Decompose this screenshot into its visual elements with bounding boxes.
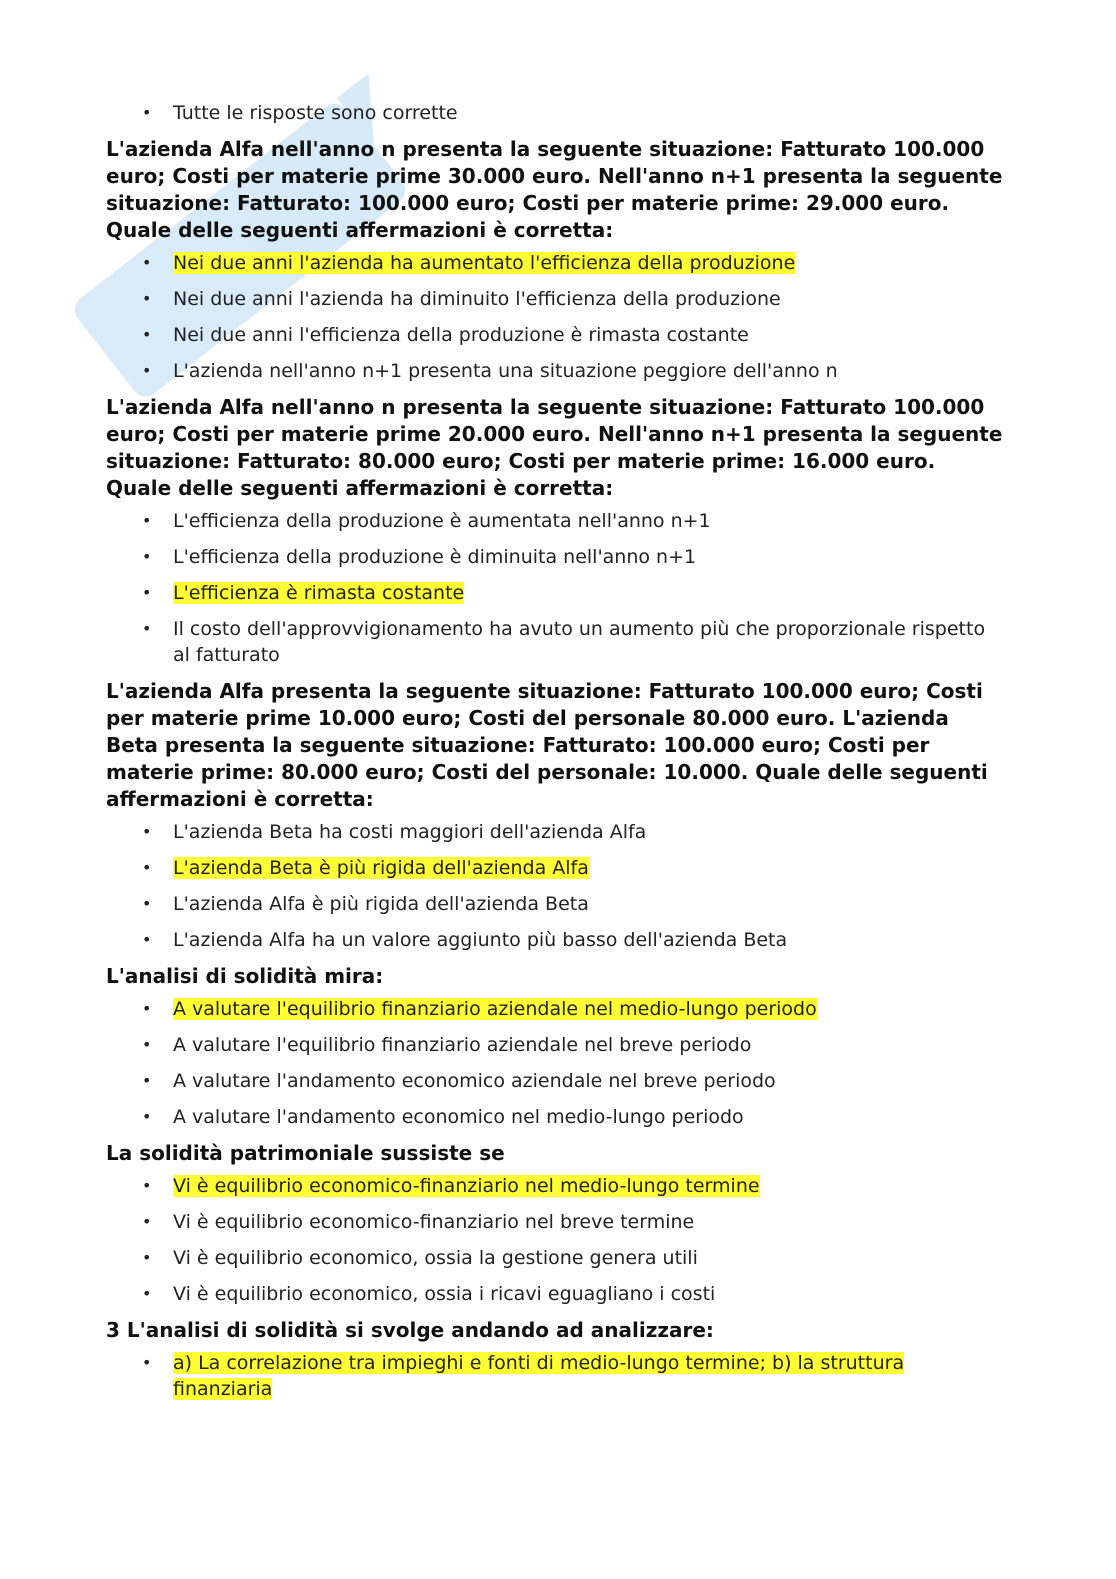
bullet-icon: • xyxy=(142,858,152,877)
answer-item xyxy=(106,927,1006,953)
bullet-icon: • xyxy=(142,1353,152,1372)
bullet-icon: • xyxy=(142,325,152,344)
bullet-icon: • xyxy=(142,361,152,380)
answer-item xyxy=(106,508,1006,534)
answer-text: Nei due anni l'azienda ha diminuito l'efficienza della produzione xyxy=(173,288,781,310)
answer-text: L'azienda Alfa ha un valore aggiunto più basso dell'azienda Beta xyxy=(173,929,788,951)
answer-item xyxy=(106,100,1006,126)
answer-text: L'azienda Alfa è più rigida dell'azienda Beta xyxy=(173,893,589,915)
answer-list xyxy=(106,250,1006,384)
answer-text: A valutare l'andamento economico aziendale nel breve periodo xyxy=(173,1070,776,1092)
answer-text: L'azienda Beta ha costi maggiori dell'azienda Alfa xyxy=(173,821,647,843)
bullet-icon: • xyxy=(142,547,152,566)
bullet-icon: • xyxy=(142,1212,152,1231)
question-text: L'analisi di solidità mira: xyxy=(106,964,384,988)
answer-item xyxy=(106,996,1006,1022)
question-block xyxy=(106,678,1006,953)
answer-text: Vi è equilibrio economico, ossia i ricavi eguagliano i costi xyxy=(173,1283,716,1305)
question-block xyxy=(106,963,1006,1130)
answer-item xyxy=(106,1350,1006,1402)
bullet-icon: • xyxy=(142,930,152,949)
bullet-icon: • xyxy=(142,1284,152,1303)
answer-item xyxy=(106,358,1006,384)
answer-item xyxy=(106,1104,1006,1130)
bullet-icon: • xyxy=(142,1176,152,1195)
bullet-icon: • xyxy=(142,1035,152,1054)
question-text: La solidità patrimoniale sussiste se xyxy=(106,1141,505,1165)
answer-item xyxy=(106,250,1006,276)
question-text: 3 L'analisi di solidità si svolge andando ad analizzare: xyxy=(106,1318,714,1342)
correct-answer-text: Vi è equilibrio economico-finanziario nel medio-lungo termine xyxy=(173,1175,760,1197)
bullet-icon: • xyxy=(142,1071,152,1090)
answer-text: L'efficienza della produzione è aumentata nell'anno n+1 xyxy=(173,510,711,532)
bullet-icon: • xyxy=(142,103,152,122)
answer-item xyxy=(106,322,1006,348)
document-page xyxy=(106,100,1006,1412)
bullet-icon: • xyxy=(142,583,152,602)
bullet-icon: • xyxy=(142,1248,152,1267)
answer-item xyxy=(106,544,1006,570)
answer-text: A valutare l'equilibrio finanziario aziendale nel breve periodo xyxy=(173,1034,752,1056)
answer-text: Vi è equilibrio economico, ossia la gestione genera utili xyxy=(173,1247,698,1269)
answer-list xyxy=(106,1173,1006,1307)
answer-list xyxy=(106,508,1006,668)
answer-item xyxy=(106,616,1006,668)
question-text: L'azienda Alfa nell'anno n presenta la seguente situazione: Fatturato 100.000 euro; Costi per materie prime 30.000 euro. Nell'anno n+1 presenta la seguente situazione: Fatturato: 100.000 euro; Costi per materie prime: 29.000 euro. Quale delle seguenti affermazioni è corretta: xyxy=(106,137,1003,242)
answer-text: Nei due anni l'efficienza della produzione è rimasta costante xyxy=(173,324,749,346)
bullet-icon: • xyxy=(142,289,152,308)
correct-answer-text: Nei due anni l'azienda ha aumentato l'efficienza della produzione xyxy=(173,252,796,274)
question-block xyxy=(106,136,1006,384)
bullet-icon: • xyxy=(142,619,152,638)
answer-item xyxy=(106,1209,1006,1235)
correct-answer-text: L'efficienza è rimasta costante xyxy=(173,582,465,604)
answer-list xyxy=(106,819,1006,953)
answer-text: Vi è equilibrio economico-finanziario nel breve termine xyxy=(173,1211,695,1233)
answer-text: A valutare l'andamento economico nel medio-lungo periodo xyxy=(173,1106,744,1128)
question-block xyxy=(106,394,1006,668)
answer-item xyxy=(106,855,1006,881)
correct-answer-text: L'azienda Beta è più rigida dell'azienda Alfa xyxy=(173,857,589,879)
answer-item xyxy=(106,286,1006,312)
answer-item xyxy=(106,891,1006,917)
intro-answer-list xyxy=(106,100,1006,126)
answer-item xyxy=(106,1281,1006,1307)
answer-text: L'azienda nell'anno n+1 presenta una situazione peggiore dell'anno n xyxy=(173,360,838,382)
answer-item xyxy=(106,580,1006,606)
correct-answer-text: a) La correlazione tra impieghi e fonti di medio-lungo termine; b) la struttura finanziaria xyxy=(173,1352,905,1400)
correct-answer-text: A valutare l'equilibrio finanziario aziendale nel medio-lungo periodo xyxy=(173,998,817,1020)
answer-text: Tutte le risposte sono corrette xyxy=(173,102,458,124)
answer-list xyxy=(106,1350,1006,1402)
question-text: L'azienda Alfa presenta la seguente situazione: Fatturato 100.000 euro; Costi per materie prime 10.000 euro; Costi del personale 80.000 euro. L'azienda Beta presenta la seguente situazione: Fatturato: 100.000 euro; Costi per materie prime: 80.000 euro; Costi del personale: 10.000. Quale delle seguenti affermazioni è corretta: xyxy=(106,679,988,811)
question-block xyxy=(106,1317,1006,1402)
answer-item xyxy=(106,1173,1006,1199)
answer-item xyxy=(106,1032,1006,1058)
bullet-icon: • xyxy=(142,894,152,913)
answer-item xyxy=(106,1245,1006,1271)
bullet-icon: • xyxy=(142,999,152,1018)
bullet-icon: • xyxy=(142,1107,152,1126)
answer-list xyxy=(106,996,1006,1130)
answer-text: L'efficienza della produzione è diminuita nell'anno n+1 xyxy=(173,546,697,568)
answer-item xyxy=(106,819,1006,845)
question-block xyxy=(106,1140,1006,1307)
answer-text: Il costo dell'approvvigionamento ha avuto un aumento più che proporzionale rispetto al fatturato xyxy=(173,618,986,666)
bullet-icon: • xyxy=(142,511,152,530)
question-list xyxy=(106,136,1006,1402)
question-text: L'azienda Alfa nell'anno n presenta la seguente situazione: Fatturato 100.000 euro; Costi per materie prime 20.000 euro. Nell'anno n+1 presenta la seguente situazione: Fatturato: 80.000 euro; Costi per materie prime: 16.000 euro. Quale delle seguenti affermazioni è corretta: xyxy=(106,395,1003,500)
answer-item xyxy=(106,1068,1006,1094)
bullet-icon: • xyxy=(142,822,152,841)
bullet-icon: • xyxy=(142,253,152,272)
